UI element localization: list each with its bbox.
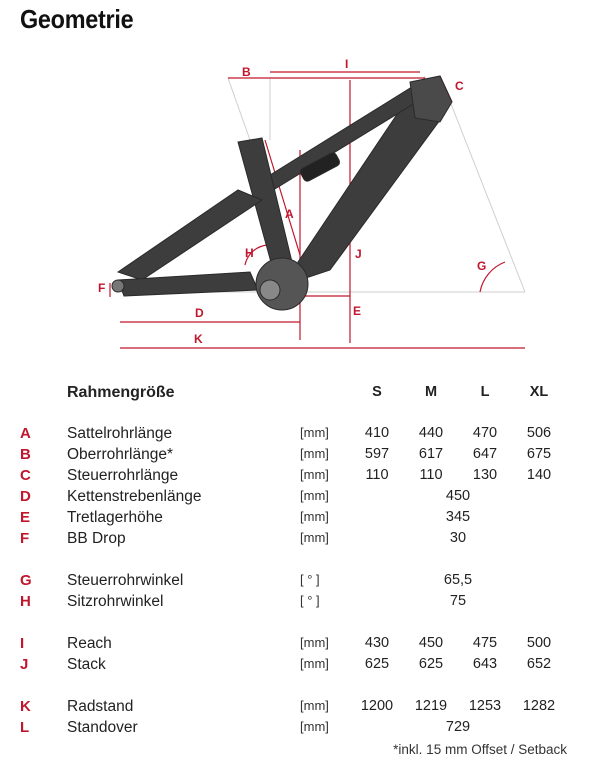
label-a: A (285, 207, 294, 221)
row-letter: L (20, 719, 30, 736)
row-value: 675 (526, 446, 552, 462)
footnote: *inkl. 15 mm Offset / Setback (393, 742, 567, 757)
row-letter: E (20, 509, 31, 526)
header-frame-size: Rahmengröße (67, 384, 175, 401)
row-unit: [mm] (300, 698, 329, 713)
page-title: Geometrie (20, 4, 134, 34)
row-name: Sattelrohrlänge (67, 425, 173, 442)
row-name: BB Drop (67, 530, 126, 547)
row-letter: A (20, 425, 31, 442)
row-value: 110 (419, 467, 443, 483)
row-letter: G (20, 572, 32, 589)
row-name: Oberrohrlänge* (67, 446, 173, 463)
row-unit: [mm] (300, 467, 329, 482)
row-name: Standover (67, 719, 138, 736)
row-letter: F (20, 530, 30, 547)
label-c: C (455, 79, 464, 93)
row-letter: I (20, 635, 25, 652)
row-value: 500 (526, 635, 552, 651)
row-value-all-sizes: 345 (445, 509, 471, 525)
row-value-all-sizes: 450 (445, 488, 471, 504)
row-letter: J (20, 656, 29, 673)
row-value: 430 (364, 635, 390, 651)
row-value: 1282 (522, 698, 556, 714)
row-name: Kettenstrebenlänge (67, 488, 202, 505)
row-name: Stack (67, 656, 106, 673)
row-name: Sitzrohrwinkel (67, 593, 164, 610)
row-unit: [mm] (300, 425, 329, 440)
row-unit: [mm] (300, 509, 329, 524)
row-value: 1200 (360, 698, 394, 714)
row-unit: [ ° ] (300, 593, 320, 608)
row-name: Steuerrohrwinkel (67, 572, 184, 589)
row-letter: B (20, 446, 31, 463)
row-letter: C (20, 467, 31, 484)
label-e: E (353, 304, 362, 318)
header-size-l: L (480, 384, 490, 400)
row-unit: [mm] (300, 488, 329, 503)
label-b: B (242, 65, 251, 79)
label-k: K (194, 332, 203, 346)
row-value: 625 (364, 656, 390, 672)
row-unit: [ ° ] (300, 572, 320, 587)
row-value: 110 (365, 467, 389, 483)
row-value: 440 (418, 425, 444, 441)
label-d: D (195, 306, 204, 320)
row-value: 1219 (414, 698, 448, 714)
row-value: 617 (418, 446, 444, 462)
label-h: H (245, 246, 254, 260)
row-name: Steuerrohrlänge (67, 467, 179, 484)
row-letter: H (20, 593, 31, 610)
row-value-all-sizes: 729 (445, 719, 471, 735)
row-name: Radstand (67, 698, 134, 715)
row-value: 475 (472, 635, 498, 651)
row-name: Reach (67, 635, 112, 652)
row-letter: D (20, 488, 31, 505)
row-value: 130 (472, 467, 498, 483)
header-size-s: S (372, 384, 382, 400)
row-value: 506 (526, 425, 552, 441)
row-unit: [mm] (300, 530, 329, 545)
row-unit: [mm] (300, 719, 329, 734)
label-f: F (98, 281, 106, 295)
row-value: 647 (472, 446, 498, 462)
header-size-xl: XL (529, 384, 549, 400)
row-value: 625 (418, 656, 444, 672)
label-g: G (477, 259, 487, 273)
row-value-all-sizes: 65,5 (443, 572, 473, 588)
row-unit: [mm] (300, 635, 329, 650)
row-value: 140 (526, 467, 552, 483)
row-value: 470 (472, 425, 498, 441)
row-value: 643 (472, 656, 498, 672)
row-value-all-sizes: 75 (449, 593, 467, 609)
row-value: 450 (418, 635, 444, 651)
row-unit: [mm] (300, 656, 329, 671)
header-size-m: M (424, 384, 438, 400)
row-name: Tretlagerhöhe (67, 509, 163, 526)
row-value-all-sizes: 30 (449, 530, 467, 546)
label-i: I (345, 57, 349, 71)
row-unit: [mm] (300, 446, 329, 461)
label-j: J (355, 247, 362, 261)
row-value: 652 (526, 656, 552, 672)
row-value: 410 (364, 425, 390, 441)
row-value: 1253 (468, 698, 502, 714)
row-value: 597 (364, 446, 390, 462)
row-letter: K (20, 698, 31, 715)
